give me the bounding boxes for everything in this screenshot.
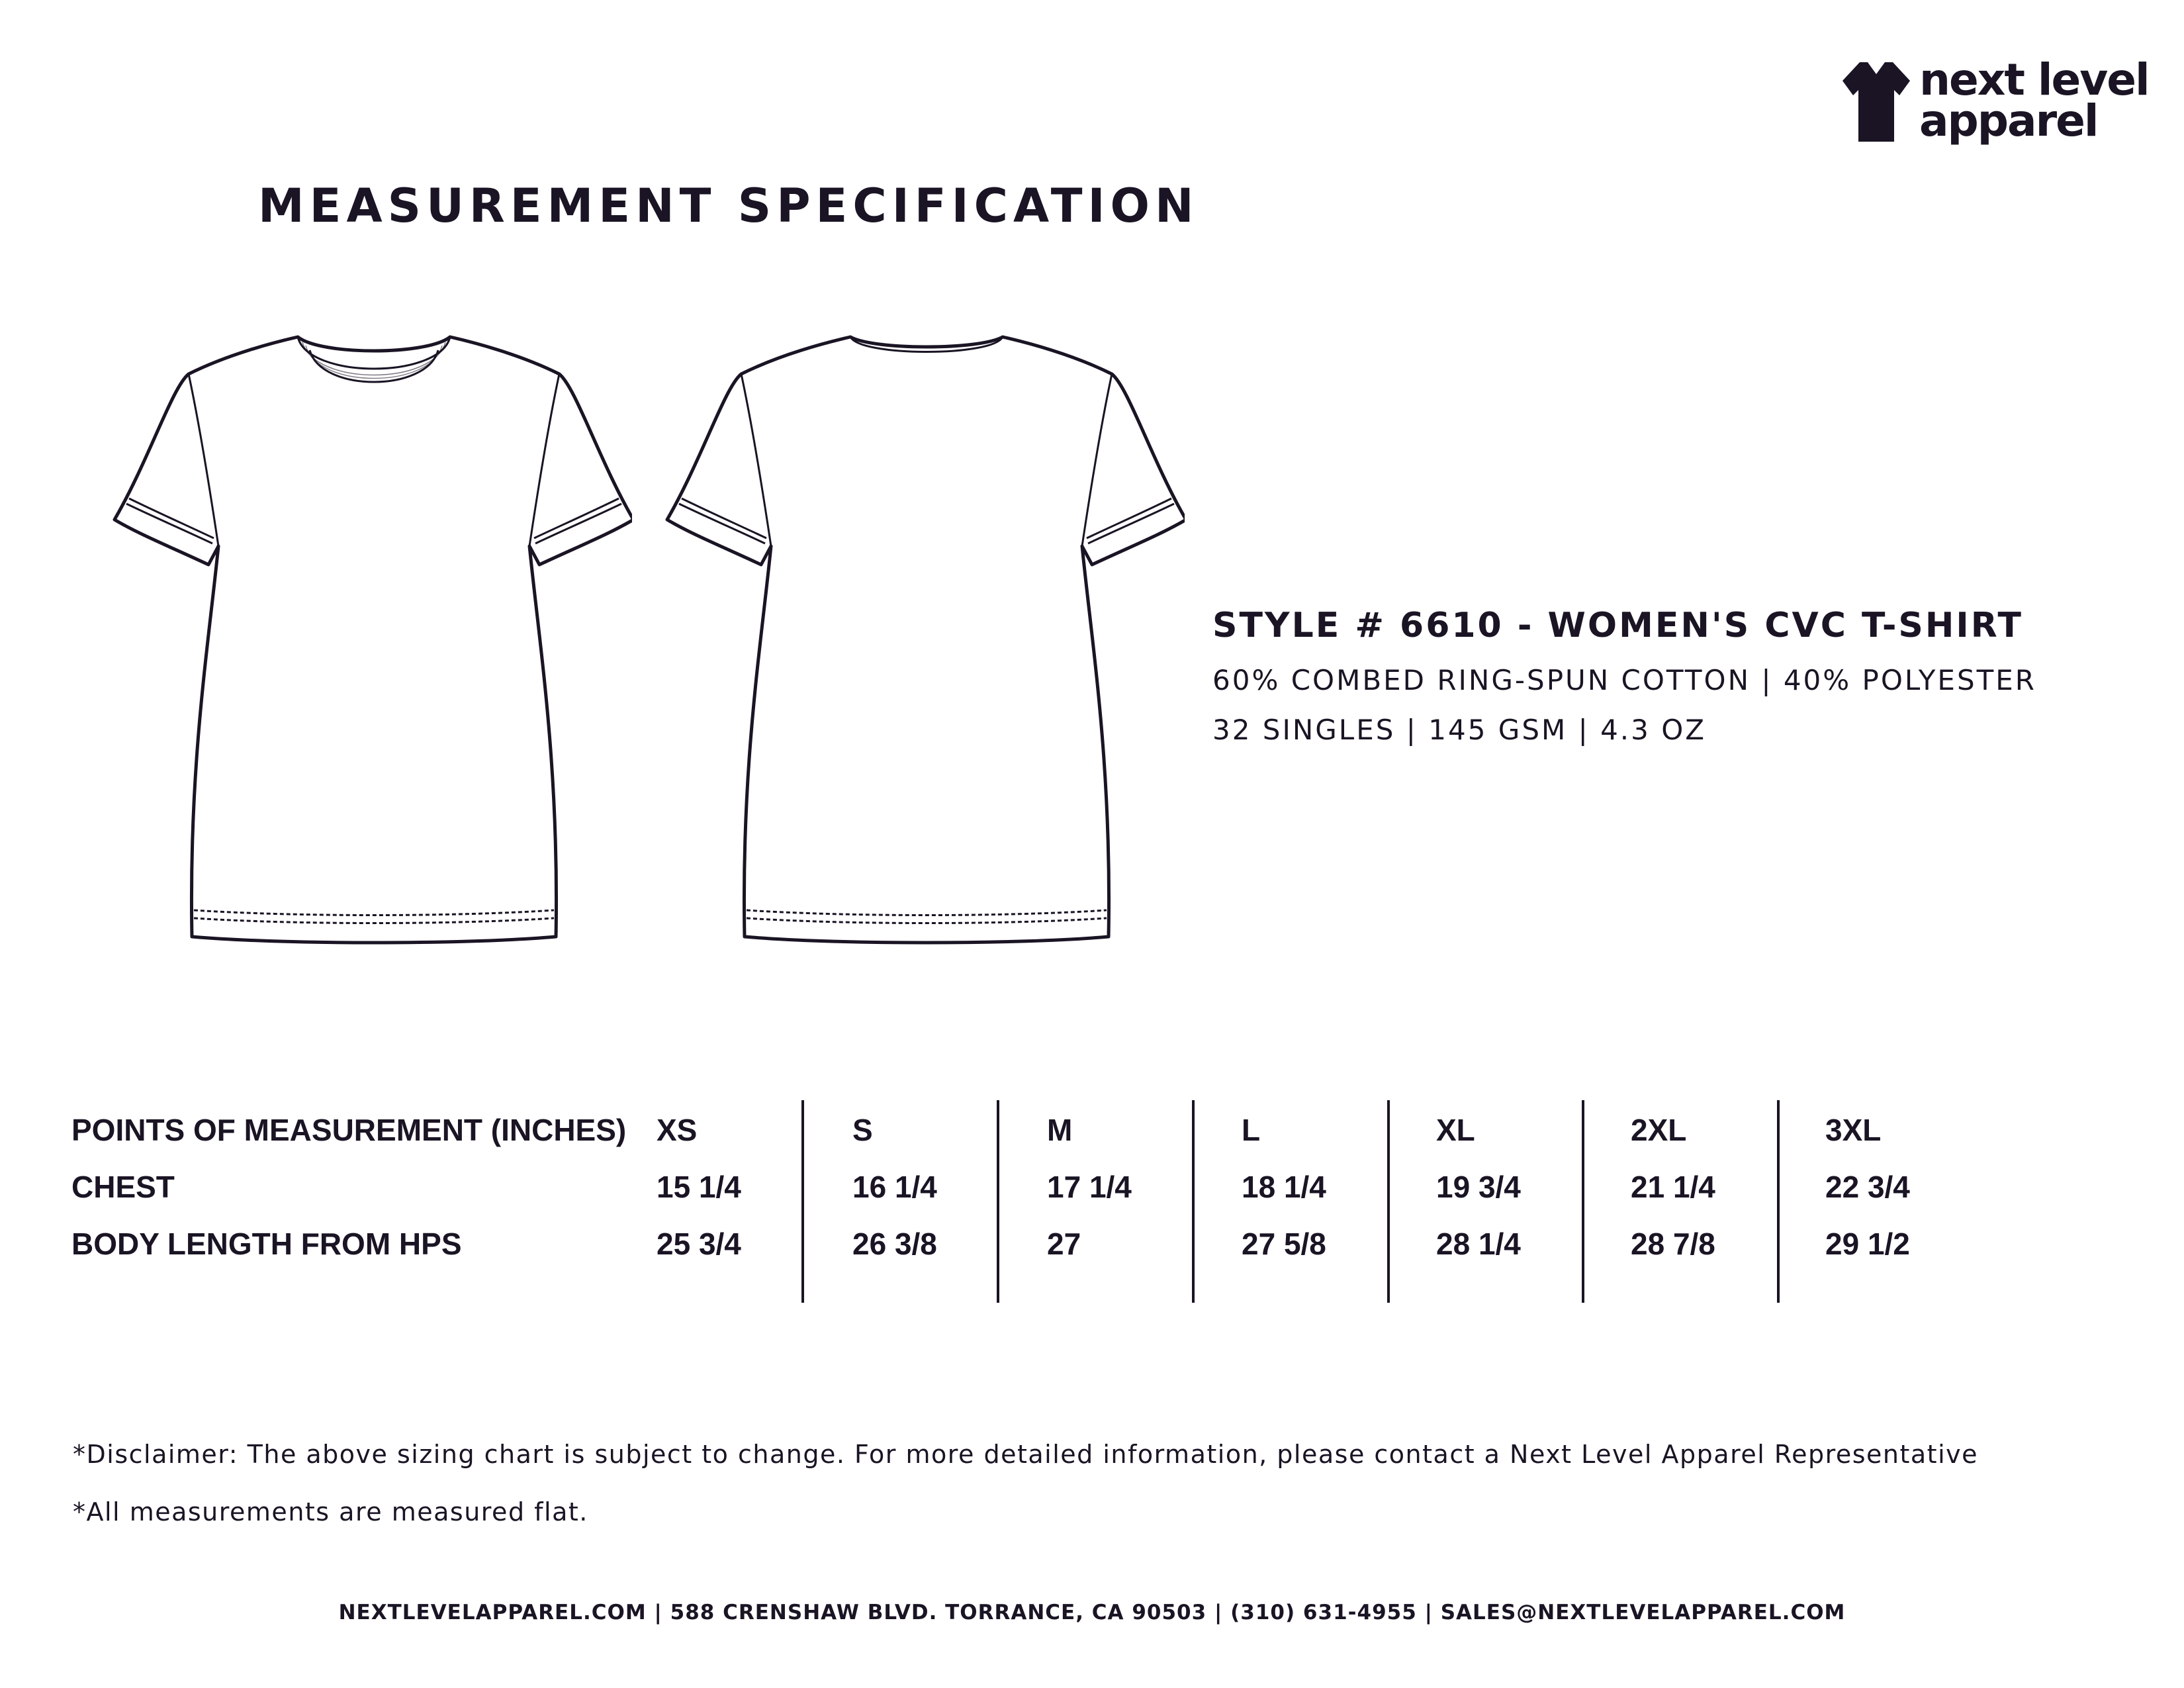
size-header: 3XL (1825, 1113, 1882, 1147)
style-title: STYLE # 6610 - WOMEN'S CVC T-SHIRT (1212, 606, 2023, 645)
row-label-chest: CHEST (71, 1170, 175, 1204)
table-cell: 15 1/4 (657, 1170, 741, 1204)
brand-logo (1840, 54, 2149, 148)
measured-flat-note: *All measurements are measured flat. (73, 1497, 588, 1526)
fabric-composition: 60% COMBED RING-SPUN COTTON | 40% POLYESTER (1212, 664, 2036, 696)
table-cell: 28 1/4 (1436, 1227, 1521, 1261)
column-divider (1777, 1100, 1780, 1303)
column-divider (997, 1100, 999, 1303)
tshirt-front-illustration (109, 328, 632, 953)
size-header: XL (1436, 1113, 1475, 1147)
column-divider (801, 1100, 804, 1303)
measurement-table (0, 1092, 2184, 1311)
table-cell: 27 (1047, 1227, 1081, 1261)
size-header: L (1242, 1113, 1261, 1147)
page-title: MEASUREMENT SPECIFICATION (258, 179, 1199, 233)
table-cell: 29 1/2 (1825, 1227, 1910, 1261)
table-cell: 28 7/8 (1631, 1227, 1715, 1261)
table-cell: 19 3/4 (1436, 1170, 1521, 1204)
size-header: 2XL (1631, 1113, 1687, 1147)
row-label-body-length: BODY LENGTH FROM HPS (71, 1227, 462, 1261)
table-cell: 18 1/4 (1242, 1170, 1326, 1204)
table-cell: 27 5/8 (1242, 1227, 1326, 1261)
brand-wordmark-line2: apparel (1919, 95, 2098, 146)
product-specs (1212, 606, 2036, 763)
fabric-weight: 32 SINGLES | 145 GSM | 4.3 OZ (1212, 714, 1707, 746)
table-cell: 25 3/4 (657, 1227, 741, 1261)
tshirt-logo-icon (1840, 58, 1913, 144)
table-cell: 26 3/8 (852, 1227, 937, 1261)
table-cell: 16 1/4 (852, 1170, 937, 1204)
table-cell: 17 1/4 (1047, 1170, 1132, 1204)
column-divider (1192, 1100, 1195, 1303)
table-cell: 21 1/4 (1631, 1170, 1715, 1204)
disclaimer-text: *Disclaimer: The above sizing chart is subject to change. For more detailed information, please contact a Next Level Apparel Representative (73, 1440, 1979, 1469)
column-divider (1387, 1100, 1390, 1303)
table-cell: 22 3/4 (1825, 1170, 1910, 1204)
footer-contact: NEXTLEVELAPPAREL.COM | 588 CRENSHAW BLVD. TORRANCE, CA 90503 | (310) 631-4955 | SALES@NEXTLEVELAPPAREL.COM (338, 1601, 1846, 1624)
size-header: M (1047, 1113, 1073, 1147)
brand-wordmark-line1: next level (1919, 54, 2149, 105)
column-divider (1582, 1100, 1584, 1303)
measurement-header-label: POINTS OF MEASUREMENT (INCHES) (71, 1113, 627, 1147)
size-header: S (852, 1113, 873, 1147)
tshirt-back-illustration (662, 328, 1185, 953)
brand-wordmark (1919, 54, 2149, 146)
size-header: XS (657, 1113, 698, 1147)
